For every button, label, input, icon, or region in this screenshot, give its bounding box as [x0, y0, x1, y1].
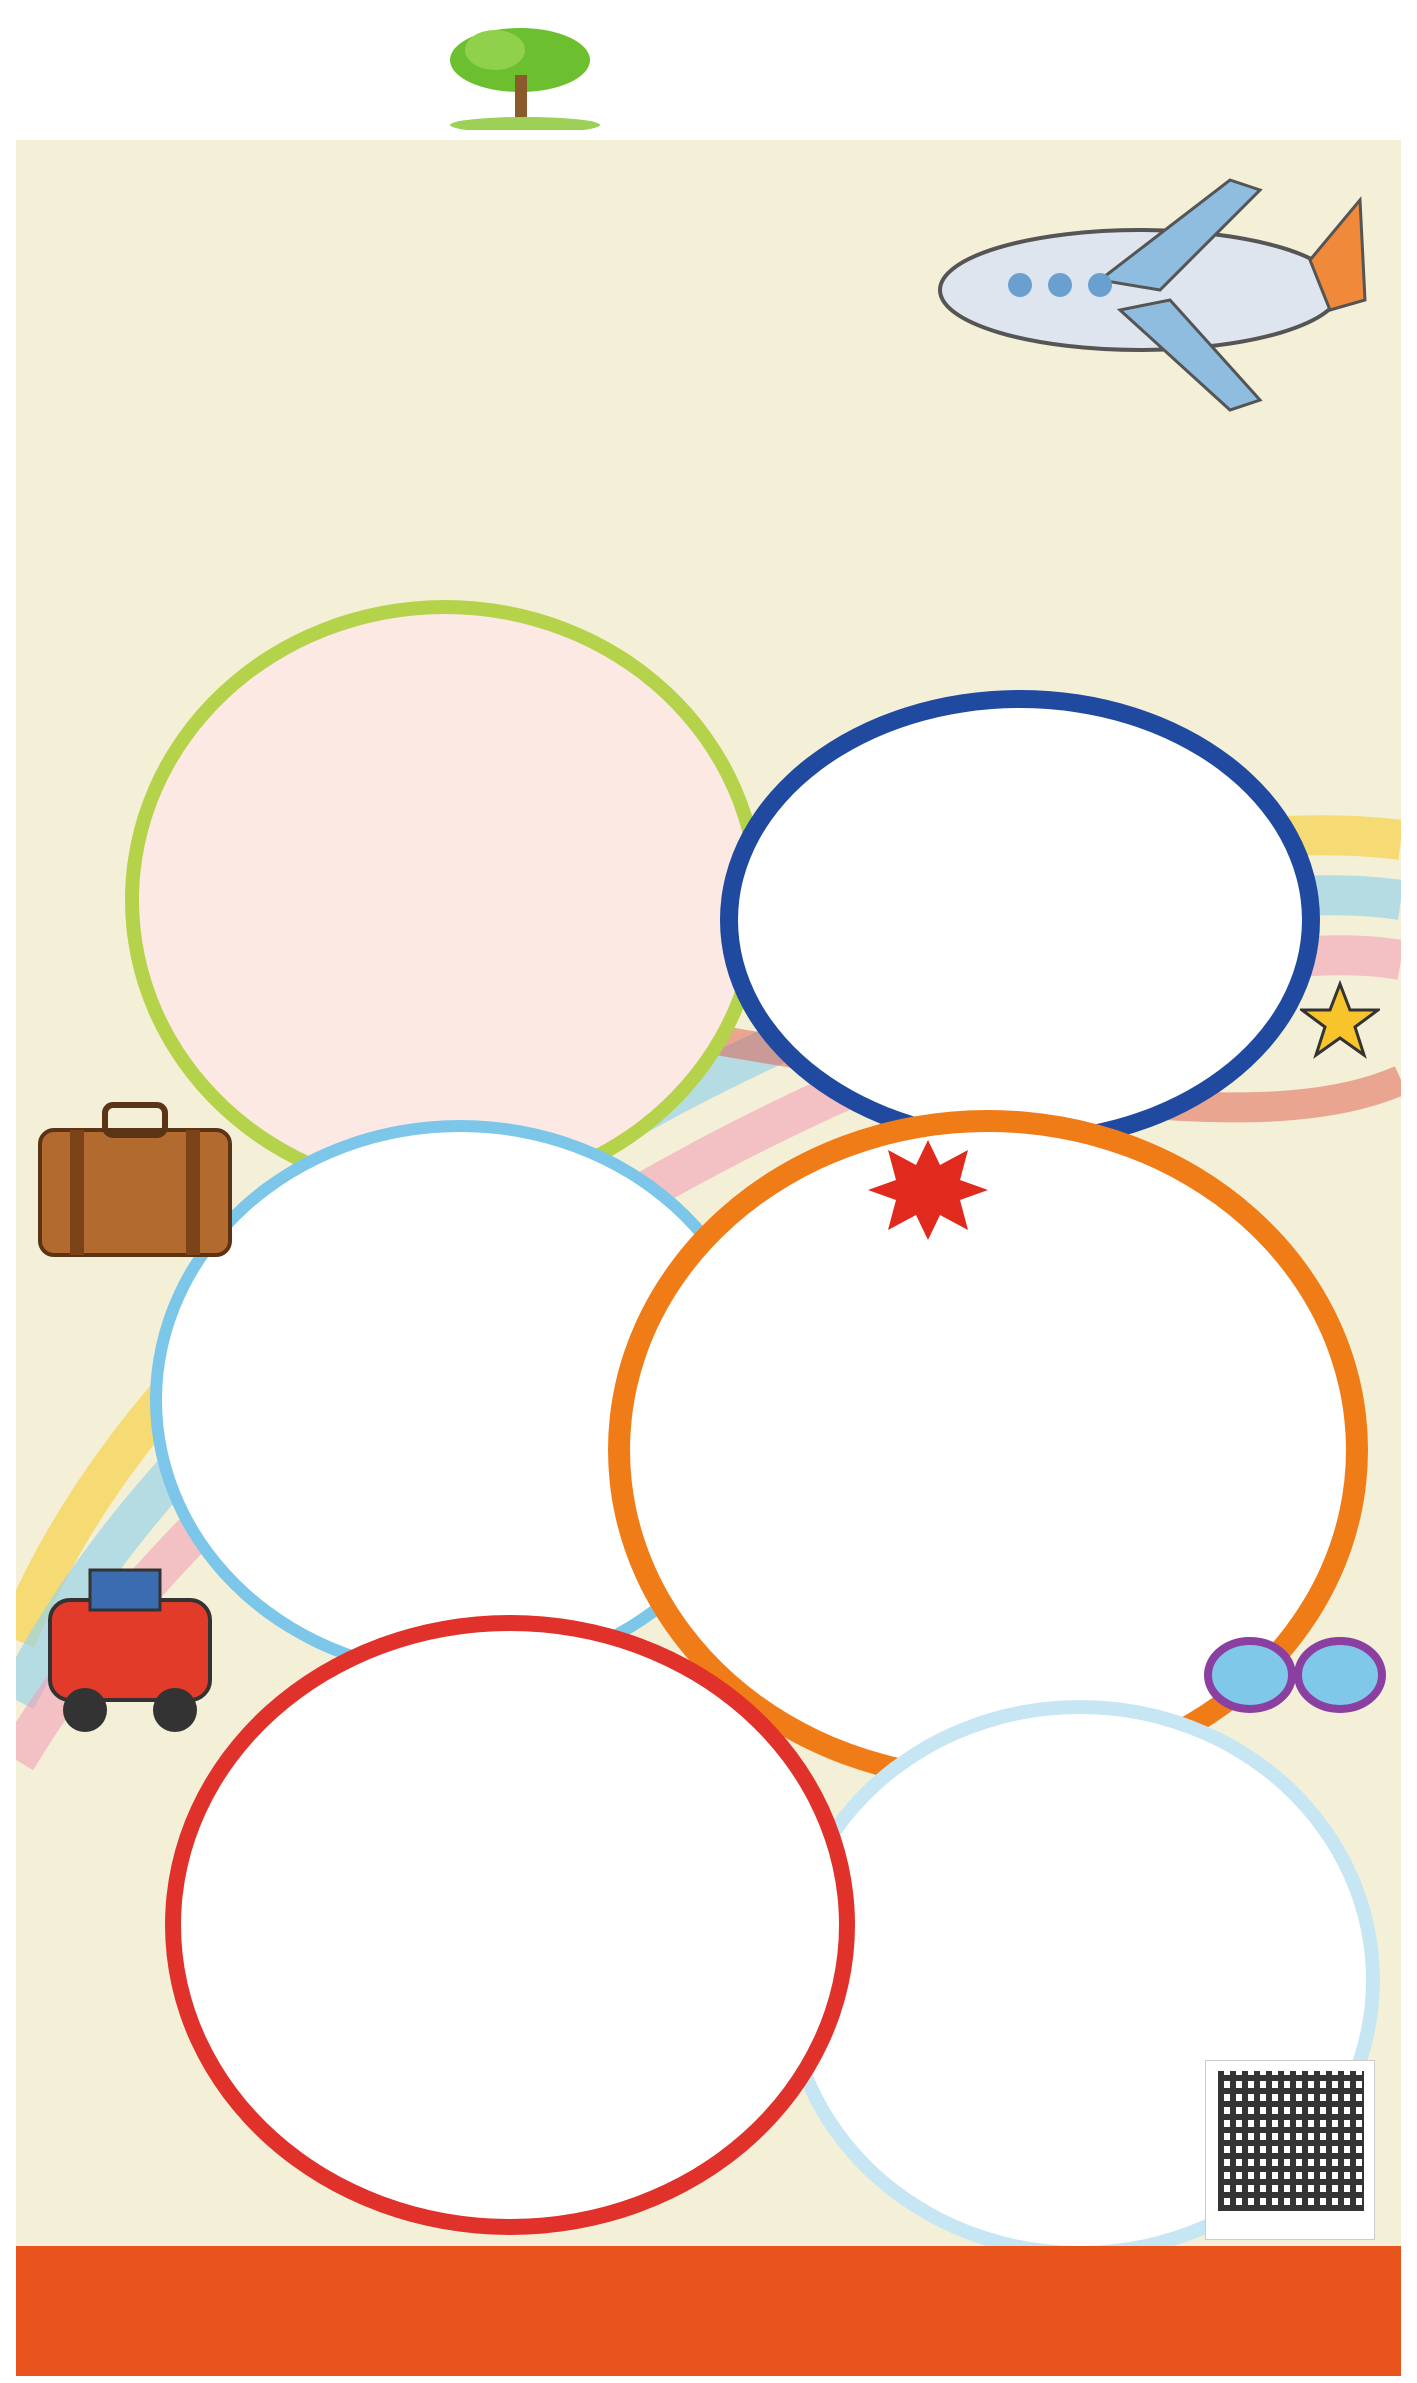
qr-code[interactable]	[1205, 2060, 1375, 2240]
suitcase-icon	[30, 1100, 240, 1260]
free-burst-icon	[868, 1140, 988, 1240]
star-icon	[1300, 980, 1380, 1060]
airplane-icon	[900, 160, 1370, 420]
train-icon	[30, 1550, 230, 1740]
honeymoon-circle	[165, 1615, 855, 2235]
sunglasses-icon	[1200, 1630, 1390, 1720]
tree-icon	[440, 20, 610, 130]
twoday-circle	[720, 690, 1320, 1150]
qr-pattern	[1218, 2071, 1364, 2211]
footer	[16, 2246, 1401, 2376]
